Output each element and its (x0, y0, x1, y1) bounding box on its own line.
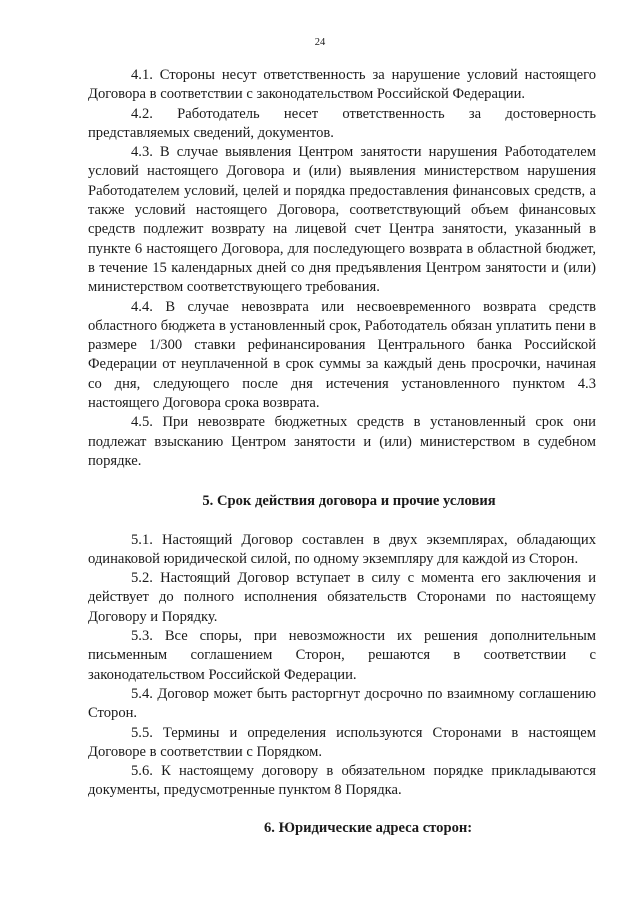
clause-4-1: 4.1. Стороны несут ответственность за нарушение условий настоящего Договора в соответствии с законодательством Российской Федерации. (88, 67, 596, 103)
section-5-heading: 5. Срок действия договора и прочие условия (202, 493, 496, 510)
clause-4-2: 4.2. Работодатель несет ответственность за достоверность представляемых сведений, документов. (88, 105, 596, 141)
section-6-heading: 6. Юридические адреса сторон: (264, 819, 473, 836)
page-number: 24 (314, 37, 326, 48)
clause-5-6: 5.6. К настоящему договору в обязательном порядке прикладываются документы, предусмотренные пунктом 8 Порядка. (88, 763, 596, 799)
clause-4-3: 4.3. В случае выявления Центром занятости нарушения Работодателем условий настоящего Договора и (или) выявления министерством нарушения Работодателем условий, целей и порядка предоставления финансовых средств, а также условий настоящего Договора, соответствующий объем финансовых средств подлежит возврату на лицевой счет Центра занятости, указанный в пункте 6 настоящего Договора, для последующего возврата в областной бюджет, в течение 15 календарных дней со дня предъявления Центром занятости и (или) министерством соответствующего требования. (88, 144, 596, 296)
clause-5-5: 5.5. Термины и определения используются Сторонами в настоящем Договоре в соответствии с Порядком. (88, 724, 596, 760)
clause-5-4: 5.4. Договор может быть расторгнут досрочно по взаимному соглашению Сторон. (88, 685, 596, 722)
clause-4-4: 4.4. В случае невозврата или несвоевременного возврата средств областного бюджета в установленный срок, Работодатель обязан уплатить пени в размере 1/300 ставки рефинансирования Центрального банка Российской Федерации от неуплаченной в срок суммы за каждый день просрочки, начиная со дня, следующего после дня истечения установленного пунктом 4.3 настоящего Договора срока возврата. (88, 298, 596, 412)
clause-5-3: 5.3. Все споры, при невозможности их решения дополнительным письменным соглашением Сторон, решаются в соответствии с законодательством Российской Федерации. (88, 628, 596, 683)
clause-5-1: 5.1. Настоящий Договор составлен в двух экземплярах, обладающих одинаковой юридической силой, по одному экземпляру для каждой из Сторон. (88, 531, 596, 567)
page-content (88, 66, 596, 838)
clause-4-5: 4.5. При невозврате бюджетных средств в установленный срок они подлежат взысканию Центром занятости и (или) министерством в судебном порядке. (88, 414, 596, 469)
clause-5-2: 5.2. Настоящий Договор вступает в силу с момента его заключения и действует до полного исполнения обязательств Сторонами по настоящему Договору и Порядку. (88, 570, 596, 625)
